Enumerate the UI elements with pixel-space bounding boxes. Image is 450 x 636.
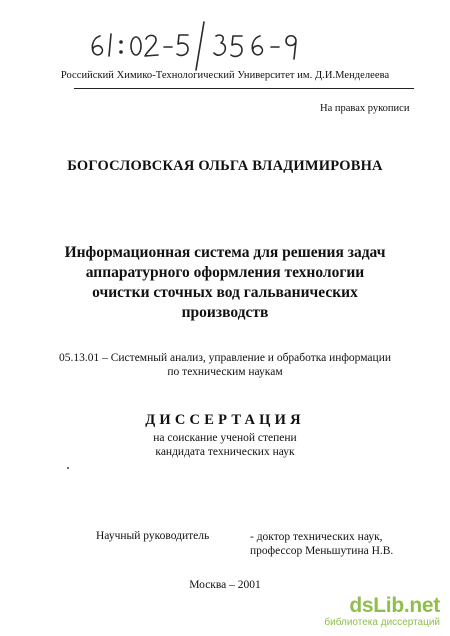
- degree-line: кандидата технических наук: [155, 446, 295, 458]
- author-name: БОГОСЛОВСКАЯ ОЛЬГА ВЛАДИМИРОВНА: [67, 158, 383, 174]
- specialty-line: 05.13.01 – Системный анализ, управление и обработка информации: [58, 352, 392, 364]
- document-type: ДИССЕРТАЦИЯ: [145, 412, 305, 428]
- header-rule: [74, 88, 414, 89]
- supervisor-label: Научный руководитель: [96, 530, 210, 542]
- site-watermark[interactable]: [290, 594, 440, 632]
- handwritten-inventory-number: [78, 16, 318, 72]
- supervisor-line: профессор Меньшутина Н.В.: [250, 545, 394, 557]
- watermark-subtitle: библиотека диссертаций: [324, 617, 440, 628]
- degree-line: на соискание ученой степени: [153, 432, 297, 444]
- university-name: Российский Химико-Технологический Университет им. Д.И.Менделеева: [60, 70, 390, 81]
- title-line: производств: [181, 304, 269, 321]
- degree: [0, 431, 450, 459]
- title-line: Информационная система для решения задач: [64, 244, 386, 261]
- rights-note: На правах рукописи: [320, 103, 410, 114]
- specialty-line: по техническим наукам: [167, 366, 283, 378]
- supervisor-line: - доктор технических наук,: [250, 531, 383, 543]
- watermark-logo[interactable]: dsLib.net: [349, 594, 440, 617]
- speck: [67, 467, 69, 469]
- dissertation-title: [40, 243, 410, 323]
- supervisor-details: [250, 530, 393, 558]
- title-line: очистки сточных вод гальванических: [92, 284, 358, 301]
- title-line: аппаратурного оформления технологии: [85, 264, 365, 281]
- specialty: [40, 351, 410, 379]
- city-year: Москва – 2001: [189, 579, 261, 591]
